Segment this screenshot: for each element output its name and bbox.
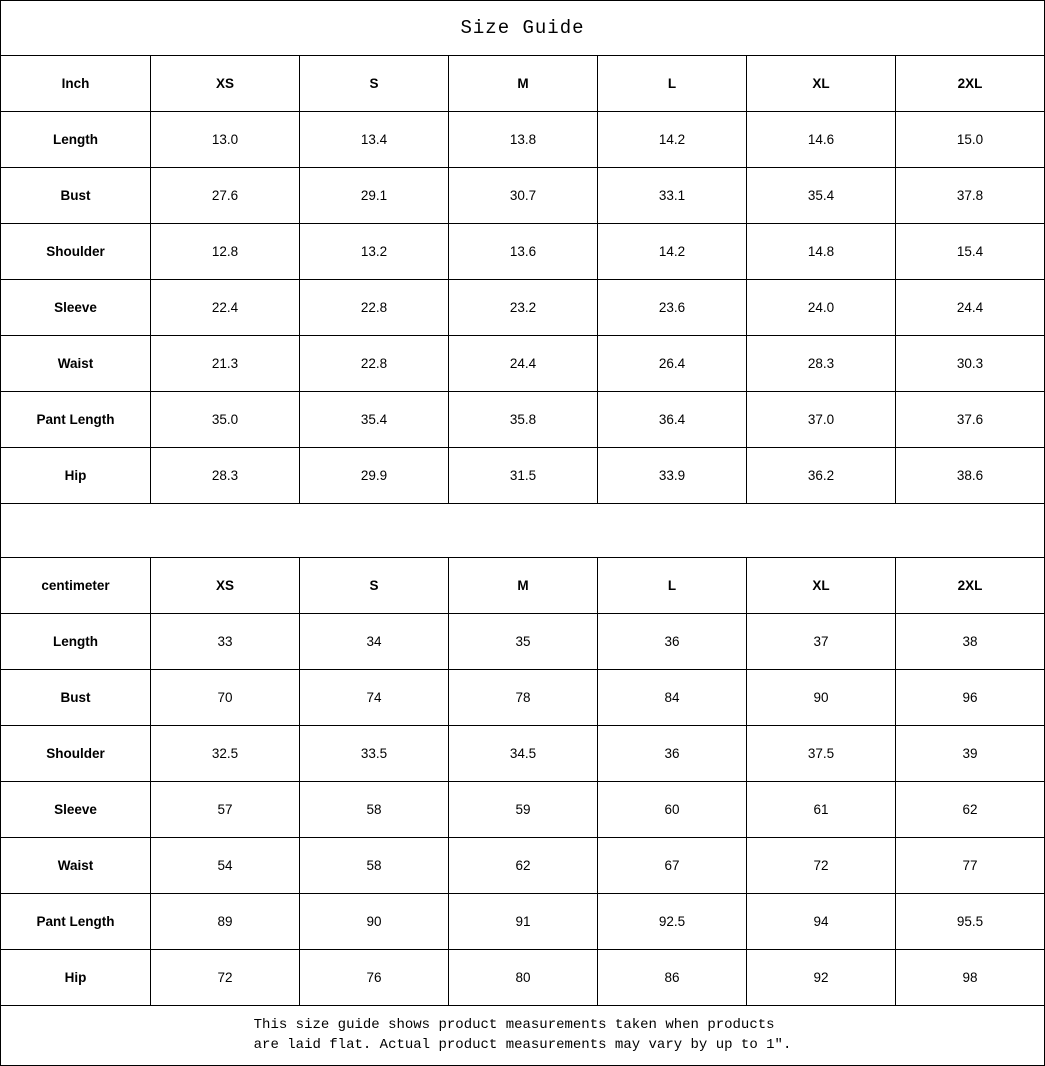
size-header-2xl: 2XL [896,558,1045,614]
size-header-xl: XL [747,558,896,614]
size-value: 98 [896,950,1045,1006]
table-row [1,670,1045,726]
size-value: 23.6 [598,280,747,336]
size-value: 58 [300,782,449,838]
size-value: 29.9 [300,448,449,504]
size-value: 22.8 [300,336,449,392]
cm-header-row [1,558,1045,614]
inch-header-row [1,56,1045,112]
title-row [1,1,1045,56]
size-value: 21.3 [151,336,300,392]
table-row [1,280,1045,336]
footer-row [1,1006,1045,1066]
size-value: 13.4 [300,112,449,168]
size-value: 37 [747,614,896,670]
table-row [1,112,1045,168]
size-value: 22.4 [151,280,300,336]
row-label: Pant Length [1,392,151,448]
size-value: 26.4 [598,336,747,392]
size-value: 33.9 [598,448,747,504]
size-value: 13.0 [151,112,300,168]
size-value: 24.4 [896,280,1045,336]
row-label: Hip [1,950,151,1006]
size-value: 30.7 [449,168,598,224]
size-value: 15.4 [896,224,1045,280]
size-value: 37.5 [747,726,896,782]
size-value: 62 [896,782,1045,838]
table-row [1,392,1045,448]
row-label: Hip [1,448,151,504]
size-value: 34 [300,614,449,670]
size-value: 72 [747,838,896,894]
size-value: 35.8 [449,392,598,448]
footer-line-1: This size guide shows product measurements taken when products [253,1016,775,1033]
table-row [1,168,1045,224]
size-value: 35 [449,614,598,670]
size-value: 70 [151,670,300,726]
size-value: 23.2 [449,280,598,336]
table-row [1,782,1045,838]
size-value: 33 [151,614,300,670]
size-value: 13.8 [449,112,598,168]
size-value: 36.2 [747,448,896,504]
table-row [1,894,1045,950]
table-row [1,726,1045,782]
size-value: 89 [151,894,300,950]
table-row [1,448,1045,504]
row-label: Bust [1,670,151,726]
size-value: 62 [449,838,598,894]
table-row [1,950,1045,1006]
size-value: 72 [151,950,300,1006]
row-label: Pant Length [1,894,151,950]
spacer-band [1,504,1045,558]
unit-header-centimeter: centimeter [1,558,151,614]
size-value: 96 [896,670,1045,726]
size-value: 84 [598,670,747,726]
size-value: 36 [598,726,747,782]
size-value: 15.0 [896,112,1045,168]
row-label: Length [1,614,151,670]
unit-header-inch: Inch [1,56,151,112]
size-header-l: L [598,56,747,112]
page-title: Size Guide [1,1,1045,56]
size-header-s: S [300,558,449,614]
size-value: 90 [747,670,896,726]
size-value: 12.8 [151,224,300,280]
size-value: 77 [896,838,1045,894]
table-row [1,614,1045,670]
size-value: 57 [151,782,300,838]
size-value: 92 [747,950,896,1006]
size-header-m: M [449,558,598,614]
size-value: 38.6 [896,448,1045,504]
size-header-xs: XS [151,558,300,614]
size-value: 13.2 [300,224,449,280]
size-value: 78 [449,670,598,726]
size-value: 90 [300,894,449,950]
size-value: 37.8 [896,168,1045,224]
size-value: 24.0 [747,280,896,336]
size-header-xs: XS [151,56,300,112]
size-value: 91 [449,894,598,950]
row-label: Waist [1,838,151,894]
size-value: 67 [598,838,747,894]
footer-note [1,1006,1045,1066]
size-value: 35.4 [747,168,896,224]
size-value: 13.6 [449,224,598,280]
footer-line-2: are laid flat. Actual product measurements may vary by up to 1″. [253,1036,792,1053]
size-value: 35.0 [151,392,300,448]
size-header-xl: XL [747,56,896,112]
size-value: 14.2 [598,112,747,168]
size-value: 28.3 [747,336,896,392]
size-value: 24.4 [449,336,598,392]
size-value: 95.5 [896,894,1045,950]
spacer-row [1,504,1045,558]
size-value: 94 [747,894,896,950]
size-value: 36 [598,614,747,670]
size-value: 38 [896,614,1045,670]
size-value: 80 [449,950,598,1006]
size-header-l: L [598,558,747,614]
table-row [1,336,1045,392]
size-value: 39 [896,726,1045,782]
size-header-s: S [300,56,449,112]
size-value: 22.8 [300,280,449,336]
row-label: Length [1,112,151,168]
size-value: 33.1 [598,168,747,224]
size-value: 28.3 [151,448,300,504]
size-value: 60 [598,782,747,838]
size-value: 14.2 [598,224,747,280]
size-value: 27.6 [151,168,300,224]
size-value: 14.8 [747,224,896,280]
row-label: Sleeve [1,280,151,336]
row-label: Sleeve [1,782,151,838]
table-row [1,224,1045,280]
size-value: 54 [151,838,300,894]
row-label: Shoulder [1,726,151,782]
size-value: 58 [300,838,449,894]
size-header-2xl: 2XL [896,56,1045,112]
size-value: 37.0 [747,392,896,448]
size-value: 61 [747,782,896,838]
size-value: 76 [300,950,449,1006]
size-value: 74 [300,670,449,726]
size-value: 59 [449,782,598,838]
row-label: Shoulder [1,224,151,280]
size-value: 31.5 [449,448,598,504]
row-label: Waist [1,336,151,392]
size-value: 14.6 [747,112,896,168]
row-label: Bust [1,168,151,224]
size-value: 36.4 [598,392,747,448]
footer-note-text [254,1016,792,1055]
size-value: 33.5 [300,726,449,782]
size-value: 30.3 [896,336,1045,392]
size-value: 35.4 [300,392,449,448]
table-row [1,838,1045,894]
size-value: 34.5 [449,726,598,782]
size-value: 29.1 [300,168,449,224]
size-value: 32.5 [151,726,300,782]
size-value: 86 [598,950,747,1006]
size-value: 37.6 [896,392,1045,448]
size-header-m: M [449,56,598,112]
size-value: 92.5 [598,894,747,950]
